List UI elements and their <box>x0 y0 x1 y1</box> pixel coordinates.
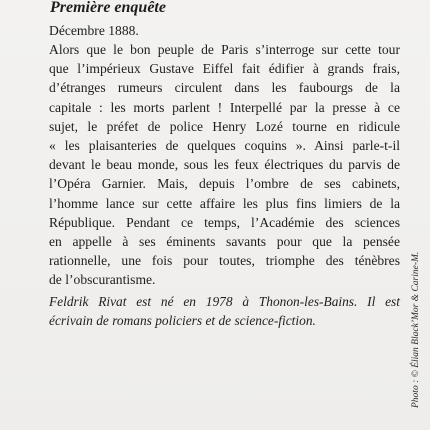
summary-line: l’homme lance sur cette affaire les plus fins limiers de la <box>49 195 400 211</box>
photo-credit: Photo : © Élian Black’Mor & Carine-M. <box>411 251 421 408</box>
summary-line: sujet, le préfet de police Henry Lozé tourne en ridicule <box>49 118 400 134</box>
summary-line: en appelle à ses éminents savants pour que la pensée <box>49 233 400 249</box>
summary-line: capitale : les morts parlent ! Interpellé par la presse à ce <box>49 99 400 115</box>
bio-line: écrivain de romans policiers et de science-fiction. <box>49 313 316 329</box>
summary-line: de l’obscurantisme. <box>49 272 156 288</box>
section-heading: Première enquête <box>50 0 166 16</box>
summary-line: l’Opéra Garnier. Mais, depuis l’ombre de ses cabinets, <box>49 176 400 192</box>
summary-line: d’étranges rumeurs circulent dans les faubourgs de la <box>49 80 400 96</box>
summary-line: rationnelle, une fois pour toutes, triomphe des ténèbres <box>49 253 400 269</box>
summary-paragraph <box>49 40 400 289</box>
summary-line: devant le beau monde, sous les feux électriques du parvis de <box>49 157 400 173</box>
story-date: Décembre 1888. <box>49 23 139 38</box>
summary-line: « les plaisanteries de quelques coquins ». Ainsi parle-t-il <box>49 137 400 153</box>
summary-line: que l’impérieux Gustave Eiffel fait édifier à grands frais, <box>49 61 400 77</box>
author-bio <box>49 292 400 330</box>
summary-line: Alors que le bon peuple de Paris s’interroge sur cette tour <box>49 42 400 57</box>
summary-line: République. Pendant ce temps, l’Académie des sciences <box>49 214 400 230</box>
bio-line: Feldrik Rivat est né en 1978 à Thonon-les-Bains. Il est <box>49 294 400 309</box>
